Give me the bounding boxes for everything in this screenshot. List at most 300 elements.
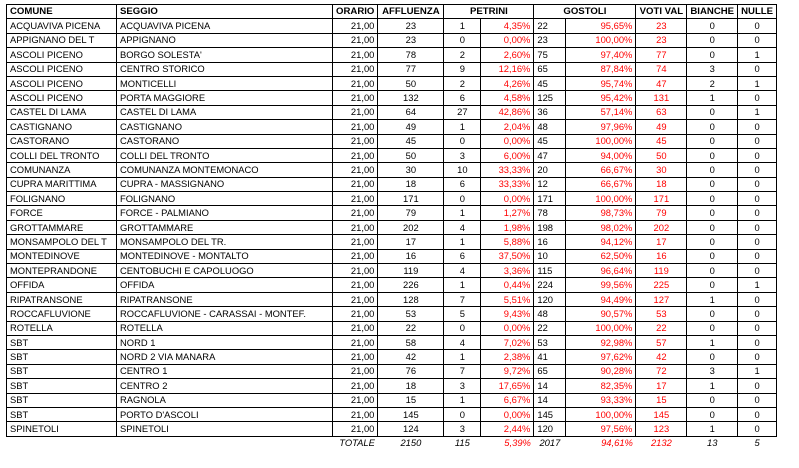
cell-bianche: 1 bbox=[687, 91, 738, 105]
cell-bianche: 0 bbox=[687, 105, 738, 119]
cell-affluenza: 78 bbox=[378, 48, 444, 62]
cell-gostoli: 120 bbox=[534, 422, 566, 436]
cell-orario: 21,00 bbox=[333, 292, 378, 306]
cell-affluenza: 124 bbox=[378, 422, 444, 436]
cell-petrini: 1 bbox=[444, 19, 481, 33]
cell-bianche: 0 bbox=[687, 249, 738, 263]
cell-affluenza: 23 bbox=[378, 19, 444, 33]
cell-bianche: 2 bbox=[687, 76, 738, 90]
cell-petrini: 9 bbox=[444, 62, 481, 76]
cell-comune: MONSAMPOLO DEL T bbox=[7, 235, 117, 249]
cell-voti-val: 127 bbox=[636, 292, 687, 306]
cell-voti-val: 131 bbox=[636, 91, 687, 105]
cell-petrini-pct: 5,88% bbox=[481, 235, 534, 249]
cell-seggio: GROTTAMMARE bbox=[117, 220, 333, 234]
cell-bianche: 0 bbox=[687, 393, 738, 407]
cell-gostoli: 53 bbox=[534, 335, 566, 349]
cell-comune: GROTTAMMARE bbox=[7, 220, 117, 234]
cell-gostoli-pct: 96,64% bbox=[566, 264, 636, 278]
cell-orario: 21,00 bbox=[333, 220, 378, 234]
cell-gostoli: 12 bbox=[534, 177, 566, 191]
cell-petrini-pct: 4,26% bbox=[481, 76, 534, 90]
cell-orario: 21,00 bbox=[333, 235, 378, 249]
cell-seggio: NORD 2 VIA MANARA bbox=[117, 350, 333, 364]
cell-nulle: 0 bbox=[738, 192, 777, 206]
cell-comune: COMUNANZA bbox=[7, 163, 117, 177]
cell-affluenza: 202 bbox=[378, 220, 444, 234]
cell-petrini: 7 bbox=[444, 292, 481, 306]
table-row bbox=[7, 62, 777, 76]
cell-seggio: CENTRO STORICO bbox=[117, 62, 333, 76]
cell-seggio: OFFIDA bbox=[117, 278, 333, 292]
cell-petrini: 7 bbox=[444, 364, 481, 378]
cell-petrini-pct: 3,36% bbox=[481, 264, 534, 278]
cell-gostoli: 41 bbox=[534, 350, 566, 364]
cell-gostoli-pct: 100,00% bbox=[566, 192, 636, 206]
cell-comune: SBT bbox=[7, 364, 117, 378]
cell-gostoli: 78 bbox=[534, 206, 566, 220]
cell-petrini: 6 bbox=[444, 177, 481, 191]
cell-voti-val: 45 bbox=[636, 134, 687, 148]
cell-gostoli-pct: 62,50% bbox=[566, 249, 636, 263]
cell-gostoli: 224 bbox=[534, 278, 566, 292]
cell-petrini: 1 bbox=[444, 350, 481, 364]
header-petrini: PETRINI bbox=[444, 5, 534, 19]
cell-voti-val: 63 bbox=[636, 105, 687, 119]
cell-petrini: 27 bbox=[444, 105, 481, 119]
results-table-container bbox=[6, 4, 777, 450]
cell-gostoli-pct: 90,57% bbox=[566, 307, 636, 321]
cell-seggio: ROCCAFLUVIONE - CARASSAI - MONTEF. bbox=[117, 307, 333, 321]
header-gostoli: GOSTOLI bbox=[534, 5, 636, 19]
cell-affluenza: 49 bbox=[378, 120, 444, 134]
cell-voti-val: 50 bbox=[636, 148, 687, 162]
cell-gostoli-pct: 66,67% bbox=[566, 163, 636, 177]
cell-seggio: BORGO SOLESTA' bbox=[117, 48, 333, 62]
cell-voti-val: 22 bbox=[636, 321, 687, 335]
cell-affluenza: 23 bbox=[378, 33, 444, 47]
cell-petrini-pct: 17,65% bbox=[481, 379, 534, 393]
cell-seggio: RIPATRANSONE bbox=[117, 292, 333, 306]
table-row bbox=[7, 192, 777, 206]
cell-comune: RIPATRANSONE bbox=[7, 292, 117, 306]
cell-gostoli-pct: 94,12% bbox=[566, 235, 636, 249]
cell-gostoli-pct: 95,65% bbox=[566, 19, 636, 33]
table-row bbox=[7, 220, 777, 234]
cell-gostoli-pct: 98,73% bbox=[566, 206, 636, 220]
cell-bianche: 0 bbox=[687, 177, 738, 191]
cell-orario: 21,00 bbox=[333, 105, 378, 119]
cell-bianche: 0 bbox=[687, 120, 738, 134]
cell-nulle: 1 bbox=[738, 278, 777, 292]
cell-petrini: 4 bbox=[444, 220, 481, 234]
cell-bianche: 1 bbox=[687, 379, 738, 393]
cell-nulle: 0 bbox=[738, 379, 777, 393]
cell-petrini: 0 bbox=[444, 321, 481, 335]
cell-comune: COLLI DEL TRONTO bbox=[7, 148, 117, 162]
cell-nulle: 0 bbox=[738, 120, 777, 134]
cell-seggio: CUPRA - MASSIGNANO bbox=[117, 177, 333, 191]
cell-voti-val: 202 bbox=[636, 220, 687, 234]
table-row bbox=[7, 422, 777, 436]
cell-gostoli: 125 bbox=[534, 91, 566, 105]
cell-petrini-pct: 2,44% bbox=[481, 422, 534, 436]
cell-petrini: 3 bbox=[444, 379, 481, 393]
cell-comune: APPIGNANO DEL T bbox=[7, 33, 117, 47]
cell-voti-val: 145 bbox=[636, 407, 687, 421]
cell-bianche: 0 bbox=[687, 307, 738, 321]
cell-bianche: 0 bbox=[687, 163, 738, 177]
cell-gostoli-pct: 95,74% bbox=[566, 76, 636, 90]
cell-petrini-pct: 2,04% bbox=[481, 120, 534, 134]
cell-affluenza: 171 bbox=[378, 192, 444, 206]
cell-petrini: 0 bbox=[444, 134, 481, 148]
cell-nulle: 0 bbox=[738, 321, 777, 335]
cell-affluenza: 64 bbox=[378, 105, 444, 119]
cell-seggio: CENTRO 2 bbox=[117, 379, 333, 393]
cell-orario: 21,00 bbox=[333, 350, 378, 364]
cell-petrini-pct: 1,27% bbox=[481, 206, 534, 220]
cell-affluenza: 226 bbox=[378, 278, 444, 292]
cell-affluenza: 22 bbox=[378, 321, 444, 335]
cell-petrini: 0 bbox=[444, 192, 481, 206]
cell-voti-val: 123 bbox=[636, 422, 687, 436]
cell-nulle: 1 bbox=[738, 48, 777, 62]
cell-orario: 21,00 bbox=[333, 206, 378, 220]
cell-petrini-pct: 33,33% bbox=[481, 163, 534, 177]
cell-nulle: 0 bbox=[738, 177, 777, 191]
cell-nulle: 0 bbox=[738, 91, 777, 105]
cell-affluenza: 17 bbox=[378, 235, 444, 249]
cell-orario: 21,00 bbox=[333, 307, 378, 321]
cell-orario: 21,00 bbox=[333, 249, 378, 263]
cell-comune: ASCOLI PICENO bbox=[7, 62, 117, 76]
cell-petrini: 4 bbox=[444, 264, 481, 278]
cell-orario: 21,00 bbox=[333, 163, 378, 177]
cell-voti-val: 18 bbox=[636, 177, 687, 191]
cell-comune: ASCOLI PICENO bbox=[7, 91, 117, 105]
cell-petrini-pct: 2,38% bbox=[481, 350, 534, 364]
cell-comune: FOLIGNANO bbox=[7, 192, 117, 206]
cell-comune: FORCE bbox=[7, 206, 117, 220]
cell-seggio: ACQUAVIVA PICENA bbox=[117, 19, 333, 33]
cell-gostoli-pct: 98,02% bbox=[566, 220, 636, 234]
cell-orario: 21,00 bbox=[333, 19, 378, 33]
cell-comune: ACQUAVIVA PICENA bbox=[7, 19, 117, 33]
cell-nulle: 0 bbox=[738, 422, 777, 436]
cell-petrini-pct: 1,98% bbox=[481, 220, 534, 234]
cell-gostoli-pct: 82,35% bbox=[566, 379, 636, 393]
cell-petrini: 1 bbox=[444, 393, 481, 407]
cell-affluenza: 15 bbox=[378, 393, 444, 407]
cell-nulle: 0 bbox=[738, 350, 777, 364]
cell-gostoli: 65 bbox=[534, 364, 566, 378]
cell-gostoli-pct: 100,00% bbox=[566, 33, 636, 47]
cell-seggio: MONTEDINOVE - MONTALTO bbox=[117, 249, 333, 263]
cell-voti-val: 74 bbox=[636, 62, 687, 76]
table-body bbox=[7, 19, 777, 436]
cell-affluenza: 58 bbox=[378, 335, 444, 349]
header-comune: COMUNE bbox=[7, 5, 117, 19]
header-bianche: BIANCHE bbox=[687, 5, 738, 19]
table-row bbox=[7, 120, 777, 134]
totals-petrini-pct: 5,39% bbox=[481, 436, 534, 450]
cell-comune: SBT bbox=[7, 407, 117, 421]
cell-voti-val: 77 bbox=[636, 48, 687, 62]
cell-bianche: 0 bbox=[687, 19, 738, 33]
cell-orario: 21,00 bbox=[333, 33, 378, 47]
cell-gostoli: 171 bbox=[534, 192, 566, 206]
cell-nulle: 0 bbox=[738, 206, 777, 220]
cell-orario: 21,00 bbox=[333, 192, 378, 206]
cell-affluenza: 50 bbox=[378, 76, 444, 90]
cell-nulle: 0 bbox=[738, 148, 777, 162]
cell-seggio: MONSAMPOLO DEL TR. bbox=[117, 235, 333, 249]
cell-petrini-pct: 42,86% bbox=[481, 105, 534, 119]
cell-voti-val: 47 bbox=[636, 76, 687, 90]
cell-bianche: 1 bbox=[687, 292, 738, 306]
cell-nulle: 0 bbox=[738, 249, 777, 263]
cell-petrini-pct: 0,00% bbox=[481, 134, 534, 148]
cell-orario: 21,00 bbox=[333, 422, 378, 436]
cell-petrini-pct: 0,00% bbox=[481, 407, 534, 421]
cell-seggio: NORD 1 bbox=[117, 335, 333, 349]
cell-affluenza: 18 bbox=[378, 177, 444, 191]
cell-bianche: 0 bbox=[687, 148, 738, 162]
cell-nulle: 0 bbox=[738, 407, 777, 421]
cell-comune: SBT bbox=[7, 350, 117, 364]
cell-gostoli-pct: 99,56% bbox=[566, 278, 636, 292]
cell-voti-val: 49 bbox=[636, 120, 687, 134]
cell-comune: SPINETOLI bbox=[7, 422, 117, 436]
header-seggio: SEGGIO bbox=[117, 5, 333, 19]
cell-gostoli-pct: 95,42% bbox=[566, 91, 636, 105]
table-row bbox=[7, 177, 777, 191]
cell-gostoli: 45 bbox=[534, 134, 566, 148]
cell-gostoli: 10 bbox=[534, 249, 566, 263]
table-row bbox=[7, 235, 777, 249]
cell-bianche: 0 bbox=[687, 48, 738, 62]
cell-nulle: 0 bbox=[738, 235, 777, 249]
table-row bbox=[7, 48, 777, 62]
table-row bbox=[7, 364, 777, 378]
cell-voti-val: 171 bbox=[636, 192, 687, 206]
cell-nulle: 0 bbox=[738, 307, 777, 321]
header-affluenza: AFFLUENZA bbox=[378, 5, 444, 19]
cell-comune: SBT bbox=[7, 393, 117, 407]
cell-comune: ASCOLI PICENO bbox=[7, 76, 117, 90]
cell-comune: CASTIGNANO bbox=[7, 120, 117, 134]
cell-seggio: RAGNOLA bbox=[117, 393, 333, 407]
cell-orario: 21,00 bbox=[333, 76, 378, 90]
cell-gostoli-pct: 100,00% bbox=[566, 407, 636, 421]
cell-petrini: 0 bbox=[444, 33, 481, 47]
totals-nulle: 5 bbox=[738, 436, 777, 450]
cell-affluenza: 132 bbox=[378, 91, 444, 105]
header-nulle: NULLE bbox=[738, 5, 777, 19]
cell-affluenza: 50 bbox=[378, 148, 444, 162]
cell-comune: ASCOLI PICENO bbox=[7, 48, 117, 62]
cell-gostoli-pct: 97,62% bbox=[566, 350, 636, 364]
cell-bianche: 0 bbox=[687, 134, 738, 148]
table-row bbox=[7, 163, 777, 177]
cell-gostoli-pct: 66,67% bbox=[566, 177, 636, 191]
cell-voti-val: 225 bbox=[636, 278, 687, 292]
cell-bianche: 1 bbox=[687, 422, 738, 436]
cell-gostoli-pct: 97,96% bbox=[566, 120, 636, 134]
cell-gostoli: 198 bbox=[534, 220, 566, 234]
cell-gostoli-pct: 93,33% bbox=[566, 393, 636, 407]
cell-petrini-pct: 0,00% bbox=[481, 33, 534, 47]
cell-orario: 21,00 bbox=[333, 379, 378, 393]
table-row bbox=[7, 393, 777, 407]
cell-petrini-pct: 12,16% bbox=[481, 62, 534, 76]
header-orario: ORARIO bbox=[333, 5, 378, 19]
cell-orario: 21,00 bbox=[333, 177, 378, 191]
cell-affluenza: 145 bbox=[378, 407, 444, 421]
cell-gostoli: 14 bbox=[534, 393, 566, 407]
cell-nulle: 0 bbox=[738, 335, 777, 349]
cell-gostoli-pct: 100,00% bbox=[566, 134, 636, 148]
cell-gostoli: 47 bbox=[534, 148, 566, 162]
cell-gostoli: 20 bbox=[534, 163, 566, 177]
table-row bbox=[7, 134, 777, 148]
cell-petrini: 10 bbox=[444, 163, 481, 177]
cell-seggio: PORTO D'ASCOLI bbox=[117, 407, 333, 421]
cell-affluenza: 42 bbox=[378, 350, 444, 364]
cell-petrini: 1 bbox=[444, 120, 481, 134]
cell-gostoli: 145 bbox=[534, 407, 566, 421]
cell-affluenza: 119 bbox=[378, 264, 444, 278]
cell-bianche: 0 bbox=[687, 264, 738, 278]
cell-bianche: 0 bbox=[687, 350, 738, 364]
cell-petrini-pct: 4,58% bbox=[481, 91, 534, 105]
table-row bbox=[7, 407, 777, 421]
cell-comune: CASTEL DI LAMA bbox=[7, 105, 117, 119]
cell-petrini-pct: 9,72% bbox=[481, 364, 534, 378]
cell-petrini: 6 bbox=[444, 91, 481, 105]
totals-row bbox=[7, 436, 777, 450]
cell-seggio: CENTOBUCHI E CAPOLUOGO bbox=[117, 264, 333, 278]
cell-seggio: ROTELLA bbox=[117, 321, 333, 335]
cell-comune: ROCCAFLUVIONE bbox=[7, 307, 117, 321]
cell-gostoli-pct: 97,40% bbox=[566, 48, 636, 62]
cell-gostoli: 36 bbox=[534, 105, 566, 119]
cell-gostoli-pct: 90,28% bbox=[566, 364, 636, 378]
cell-gostoli-pct: 92,98% bbox=[566, 335, 636, 349]
cell-seggio: CASTIGNANO bbox=[117, 120, 333, 134]
cell-gostoli: 65 bbox=[534, 62, 566, 76]
cell-petrini-pct: 0,00% bbox=[481, 192, 534, 206]
cell-gostoli-pct: 100,00% bbox=[566, 321, 636, 335]
cell-affluenza: 30 bbox=[378, 163, 444, 177]
cell-petrini-pct: 6,00% bbox=[481, 148, 534, 162]
cell-voti-val: 79 bbox=[636, 206, 687, 220]
cell-seggio: CASTEL DI LAMA bbox=[117, 105, 333, 119]
cell-nulle: 0 bbox=[738, 33, 777, 47]
cell-affluenza: 77 bbox=[378, 62, 444, 76]
cell-voti-val: 23 bbox=[636, 33, 687, 47]
cell-petrini-pct: 37,50% bbox=[481, 249, 534, 263]
table-row bbox=[7, 33, 777, 47]
cell-seggio: SPINETOLI bbox=[117, 422, 333, 436]
header-voti-val: VOTI VAL bbox=[636, 5, 687, 19]
cell-orario: 21,00 bbox=[333, 393, 378, 407]
cell-voti-val: 17 bbox=[636, 379, 687, 393]
cell-petrini-pct: 0,44% bbox=[481, 278, 534, 292]
cell-gostoli: 14 bbox=[534, 379, 566, 393]
cell-affluenza: 16 bbox=[378, 249, 444, 263]
cell-bianche: 0 bbox=[687, 206, 738, 220]
table-row bbox=[7, 76, 777, 90]
cell-petrini: 4 bbox=[444, 335, 481, 349]
cell-voti-val: 16 bbox=[636, 249, 687, 263]
cell-seggio: APPIGNANO bbox=[117, 33, 333, 47]
table-row bbox=[7, 206, 777, 220]
cell-petrini-pct: 0,00% bbox=[481, 321, 534, 335]
cell-voti-val: 119 bbox=[636, 264, 687, 278]
header-row bbox=[7, 5, 777, 19]
cell-gostoli: 48 bbox=[534, 120, 566, 134]
table-row bbox=[7, 249, 777, 263]
cell-seggio: CASTORANO bbox=[117, 134, 333, 148]
cell-comune: CASTORANO bbox=[7, 134, 117, 148]
cell-orario: 21,00 bbox=[333, 48, 378, 62]
cell-affluenza: 53 bbox=[378, 307, 444, 321]
cell-nulle: 0 bbox=[738, 264, 777, 278]
table-row bbox=[7, 105, 777, 119]
cell-affluenza: 79 bbox=[378, 206, 444, 220]
cell-comune: MONTEPRANDONE bbox=[7, 264, 117, 278]
totals-gostoli: 2017 bbox=[534, 436, 566, 450]
cell-voti-val: 23 bbox=[636, 19, 687, 33]
cell-gostoli: 22 bbox=[534, 321, 566, 335]
cell-comune: MONTEDINOVE bbox=[7, 249, 117, 263]
cell-gostoli: 75 bbox=[534, 48, 566, 62]
cell-gostoli-pct: 97,56% bbox=[566, 422, 636, 436]
cell-gostoli-pct: 87,84% bbox=[566, 62, 636, 76]
cell-orario: 21,00 bbox=[333, 278, 378, 292]
cell-orario: 21,00 bbox=[333, 407, 378, 421]
table-row bbox=[7, 335, 777, 349]
cell-affluenza: 18 bbox=[378, 379, 444, 393]
table-row bbox=[7, 278, 777, 292]
cell-seggio: COMUNANZA MONTEMONACO bbox=[117, 163, 333, 177]
cell-petrini-pct: 5,51% bbox=[481, 292, 534, 306]
cell-comune: OFFIDA bbox=[7, 278, 117, 292]
cell-gostoli: 16 bbox=[534, 235, 566, 249]
cell-bianche: 0 bbox=[687, 407, 738, 421]
cell-bianche: 0 bbox=[687, 235, 738, 249]
totals-affluenza: 2150 bbox=[378, 436, 444, 450]
table-row bbox=[7, 350, 777, 364]
cell-bianche: 0 bbox=[687, 192, 738, 206]
table-row bbox=[7, 307, 777, 321]
cell-petrini: 1 bbox=[444, 235, 481, 249]
cell-bianche: 0 bbox=[687, 321, 738, 335]
totals-empty-cell bbox=[7, 436, 117, 450]
cell-bianche: 0 bbox=[687, 33, 738, 47]
cell-petrini-pct: 6,67% bbox=[481, 393, 534, 407]
cell-petrini: 3 bbox=[444, 422, 481, 436]
cell-orario: 21,00 bbox=[333, 148, 378, 162]
cell-nulle: 0 bbox=[738, 134, 777, 148]
cell-bianche: 0 bbox=[687, 220, 738, 234]
table-row bbox=[7, 379, 777, 393]
cell-petrini-pct: 7,02% bbox=[481, 335, 534, 349]
cell-gostoli: 48 bbox=[534, 307, 566, 321]
cell-seggio: PORTA MAGGIORE bbox=[117, 91, 333, 105]
